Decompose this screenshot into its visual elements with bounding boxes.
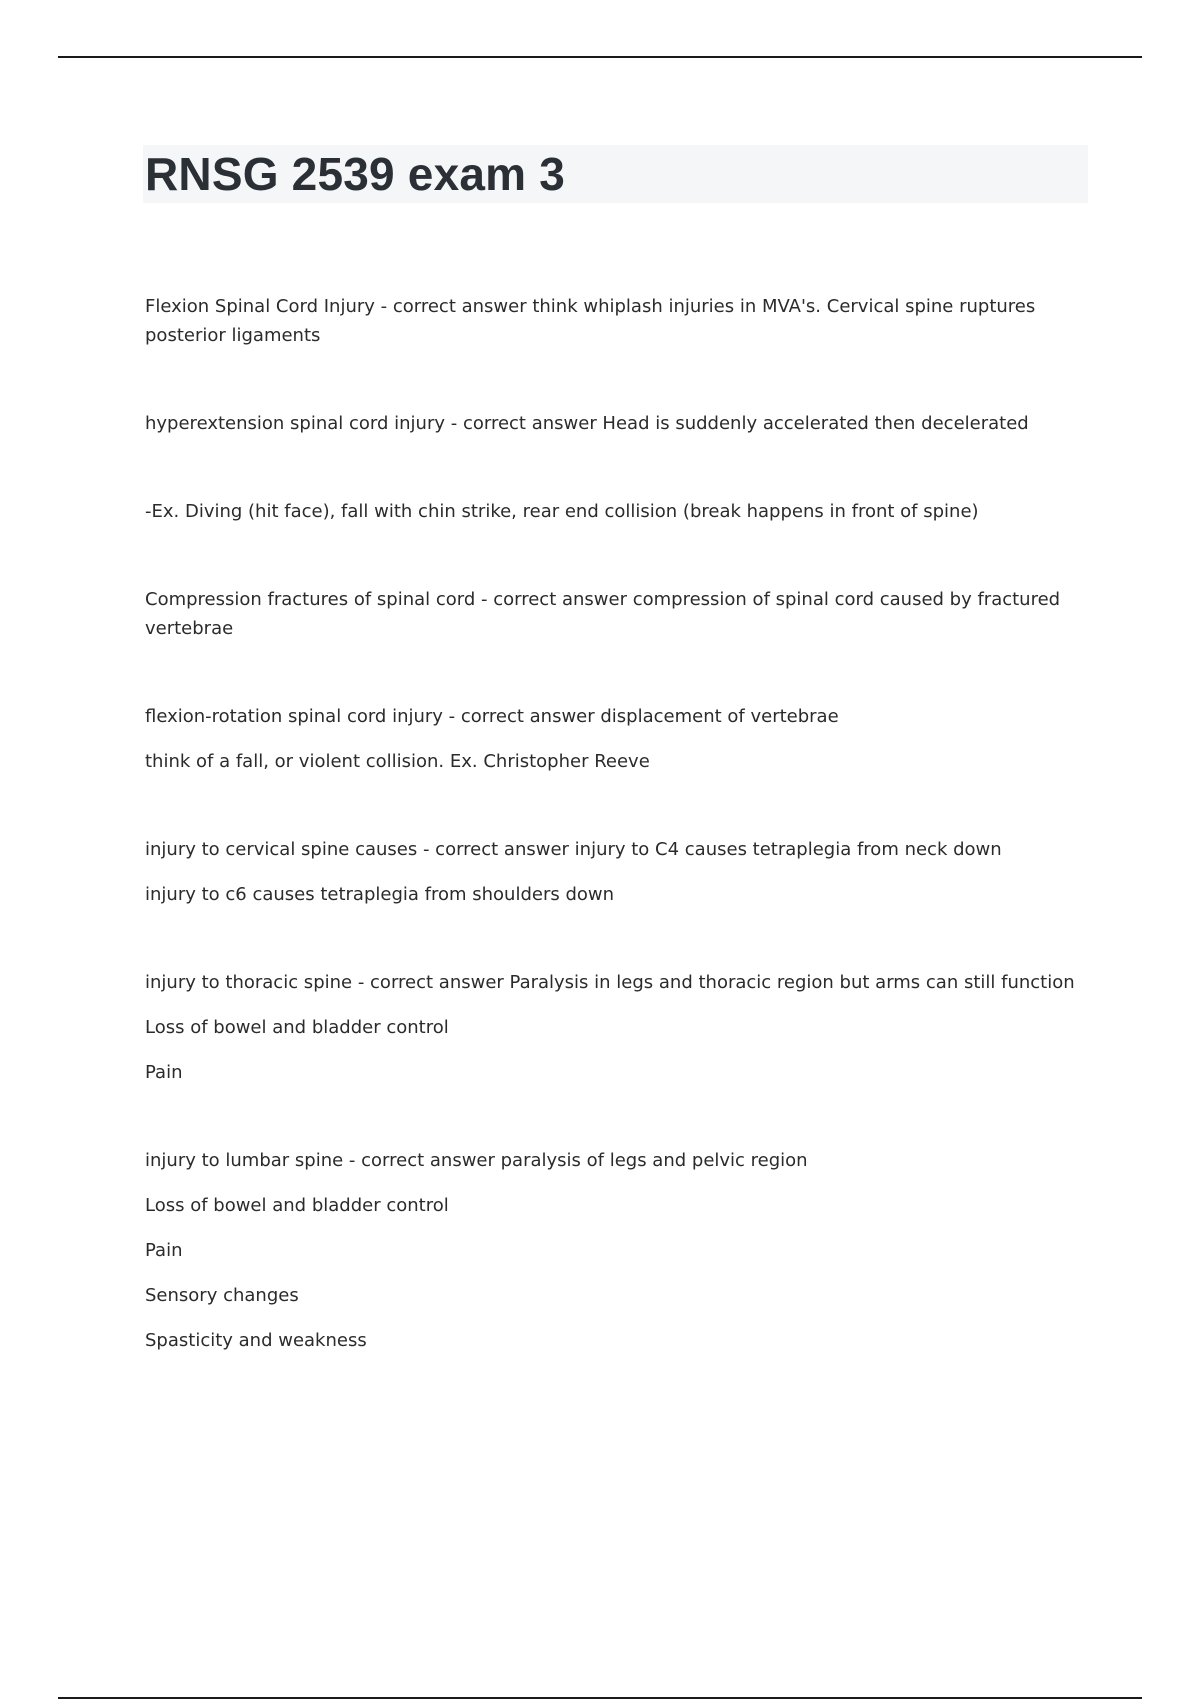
entry-detail: Loss of bowel and bladder control xyxy=(145,1195,449,1216)
entry-text: injury to lumbar spine - correct answer paralysis of legs and pelvic region xyxy=(145,1150,808,1171)
entry-detail: think of a fall, or violent collision. Ex. Christopher Reeve xyxy=(145,751,650,772)
entry-text: flexion-rotation spinal cord injury - correct answer displacement of vertebrae xyxy=(145,706,839,727)
document-title: RNSG 2539 exam 3 xyxy=(145,148,566,200)
bottom-rule xyxy=(58,1697,1142,1699)
entry-detail: Loss of bowel and bladder control xyxy=(145,1017,449,1038)
entry-cervical-spine xyxy=(145,835,1090,909)
entry-detail: Pain xyxy=(145,1240,183,1261)
entry-lumbar-spine xyxy=(145,1146,1090,1355)
top-rule xyxy=(58,56,1142,58)
entry-thoracic-spine xyxy=(145,968,1090,1087)
entry-text: injury to thoracic spine - correct answer Paralysis in legs and thoracic region but arms can still function xyxy=(145,972,1075,993)
entry-detail: injury to c6 causes tetraplegia from shoulders down xyxy=(145,884,615,905)
entry-text: -Ex. Diving (hit face), fall with chin strike, rear end collision (break happens in front of spine) xyxy=(145,501,979,522)
entry-detail: Spasticity and weakness xyxy=(145,1330,367,1351)
entry-text: injury to cervical spine causes - correct answer injury to C4 causes tetraplegia from neck down xyxy=(145,839,1002,860)
entry-detail: Pain xyxy=(145,1062,183,1083)
entry-text: Compression fractures of spinal cord - correct answer compression of spinal cord caused by fractured vertebrae xyxy=(145,589,1061,639)
document-body xyxy=(145,292,1090,1355)
entry-detail: Sensory changes xyxy=(145,1285,299,1306)
entry-hyperextension-injury xyxy=(145,409,1090,438)
entry-text: hyperextension spinal cord injury - correct answer Head is suddenly accelerated then decelerated xyxy=(145,413,1029,434)
entry-flexion-rotation-injury xyxy=(145,702,1090,776)
entry-flexion-injury xyxy=(145,292,1090,350)
entry-hyperextension-examples xyxy=(145,497,1090,526)
entry-compression-fractures xyxy=(145,585,1090,643)
entry-text: Flexion Spinal Cord Injury - correct answer think whiplash injuries in MVA's. Cervical spine ruptures posterior ligaments xyxy=(145,296,1036,346)
